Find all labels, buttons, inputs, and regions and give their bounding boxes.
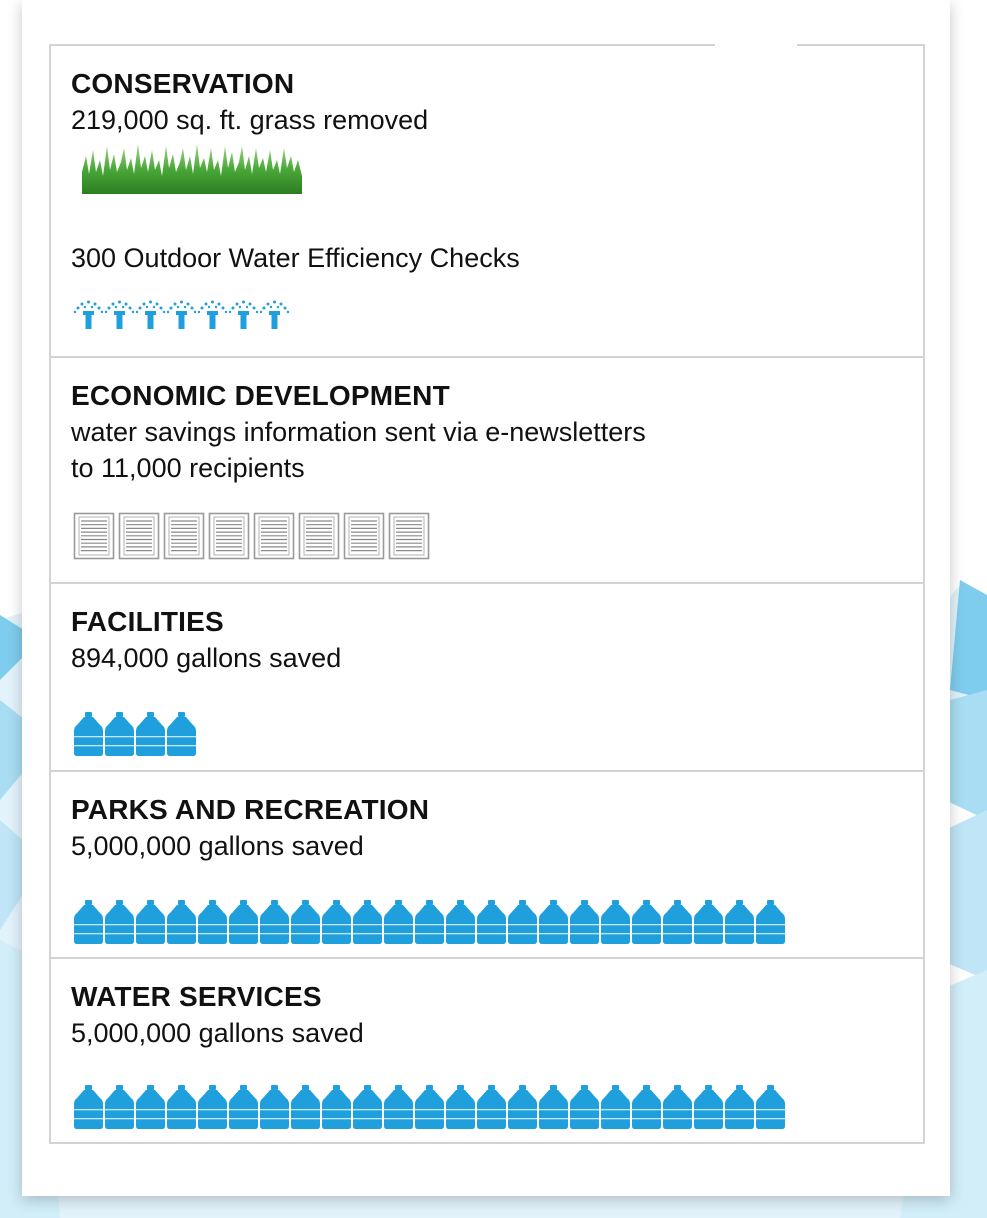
water-jug-icon <box>724 900 755 944</box>
water-jug-icon <box>166 900 197 944</box>
water-jug-icon <box>755 1085 786 1129</box>
water-jug-icon <box>166 1085 197 1129</box>
grass-removed-text: 219,000 sq. ft. grass removed <box>71 105 429 135</box>
sprinkler-icon <box>73 299 104 329</box>
newsletter-icon <box>253 512 298 560</box>
water-jug-icon <box>445 900 476 944</box>
water-jug-icon <box>383 900 414 944</box>
sprinkler-icon <box>104 299 135 329</box>
water-jug-icon <box>228 1085 259 1129</box>
water-jug-icon <box>507 900 538 944</box>
sprinkler-icon <box>166 299 197 329</box>
facilities-savings-text: 894,000 gallons saved <box>71 643 342 673</box>
water-savings-panel <box>49 44 925 1144</box>
water-jug-icon <box>445 1085 476 1129</box>
water-jug-icon <box>135 1085 166 1129</box>
sprinkler-icon <box>228 299 259 329</box>
water-jug-icon <box>693 900 724 944</box>
parks-savings-text: 5,000,000 gallons saved <box>71 831 364 861</box>
newsletter-text-line1: water savings information sent via e-newsletters <box>71 417 646 447</box>
water-jug-icon <box>631 1085 662 1129</box>
newsletter-icon <box>208 512 253 560</box>
water-jug-icon <box>104 900 135 944</box>
section-title: CONSERVATION <box>71 68 295 99</box>
water-jug-icon <box>197 900 228 944</box>
section-parks-and-recreation <box>51 772 923 959</box>
water-jug-icon <box>259 1085 290 1129</box>
water-jug-icon <box>414 1085 445 1129</box>
newsletter-icon <box>388 512 433 560</box>
section-title: PARKS AND RECREATION <box>71 794 430 825</box>
water-jug-icon <box>290 900 321 944</box>
water-jug-row <box>73 900 786 944</box>
section-water-services <box>51 959 923 1142</box>
water-jug-icon <box>693 1085 724 1129</box>
water-jug-icon <box>228 900 259 944</box>
water-jug-icon <box>538 1085 569 1129</box>
water-jug-icon <box>197 1085 228 1129</box>
water-jug-icon <box>662 1085 693 1129</box>
newsletter-icon <box>118 512 163 560</box>
sprinkler-row <box>73 299 290 329</box>
water-jug-icon <box>662 900 693 944</box>
water-jug-icon <box>135 712 166 756</box>
water-jug-icon <box>383 1085 414 1129</box>
panel-notch <box>715 40 797 48</box>
grass-icon <box>82 142 302 194</box>
section-title: WATER SERVICES <box>71 981 322 1012</box>
water-jug-icon <box>631 900 662 944</box>
water-jug-icon <box>724 1085 755 1129</box>
water-jug-icon <box>321 900 352 944</box>
water-jug-icon <box>476 1085 507 1129</box>
water-jug-icon <box>259 900 290 944</box>
water-jug-icon <box>352 1085 383 1129</box>
section-economic-development <box>51 358 923 584</box>
water-jug-icon <box>166 712 197 756</box>
water-jug-icon <box>476 900 507 944</box>
water-jug-icon <box>104 1085 135 1129</box>
section-title: ECONOMIC DEVELOPMENT <box>71 380 450 411</box>
section-facilities <box>51 584 923 772</box>
sprinkler-icon <box>197 299 228 329</box>
water-jug-row <box>73 712 197 756</box>
section-conservation <box>51 46 923 358</box>
newsletter-icon <box>298 512 343 560</box>
water-jug-icon <box>73 712 104 756</box>
newsletter-icon <box>73 512 118 560</box>
water-jug-icon <box>290 1085 321 1129</box>
water-jug-icon <box>600 900 631 944</box>
water-jug-icon <box>352 900 383 944</box>
water-jug-icon <box>73 900 104 944</box>
water-jug-icon <box>321 1085 352 1129</box>
water-jug-icon <box>104 712 135 756</box>
water-jug-icon <box>538 900 569 944</box>
water-jug-icon <box>569 900 600 944</box>
section-title: FACILITIES <box>71 606 224 637</box>
newsletter-row <box>73 512 433 560</box>
efficiency-checks-text: 300 Outdoor Water Efficiency Checks <box>71 243 520 273</box>
water-jug-icon <box>73 1085 104 1129</box>
water-jug-icon <box>569 1085 600 1129</box>
sprinkler-icon <box>135 299 166 329</box>
water-services-savings-text: 5,000,000 gallons saved <box>71 1018 364 1048</box>
newsletter-icon <box>343 512 388 560</box>
water-jug-icon <box>135 900 166 944</box>
sprinkler-icon <box>259 299 290 329</box>
water-jug-icon <box>755 900 786 944</box>
water-jug-icon <box>507 1085 538 1129</box>
water-jug-row <box>73 1085 786 1129</box>
water-jug-icon <box>600 1085 631 1129</box>
water-jug-icon <box>414 900 445 944</box>
newsletter-text-line2: to 11,000 recipients <box>71 453 305 483</box>
newsletter-icon <box>163 512 208 560</box>
